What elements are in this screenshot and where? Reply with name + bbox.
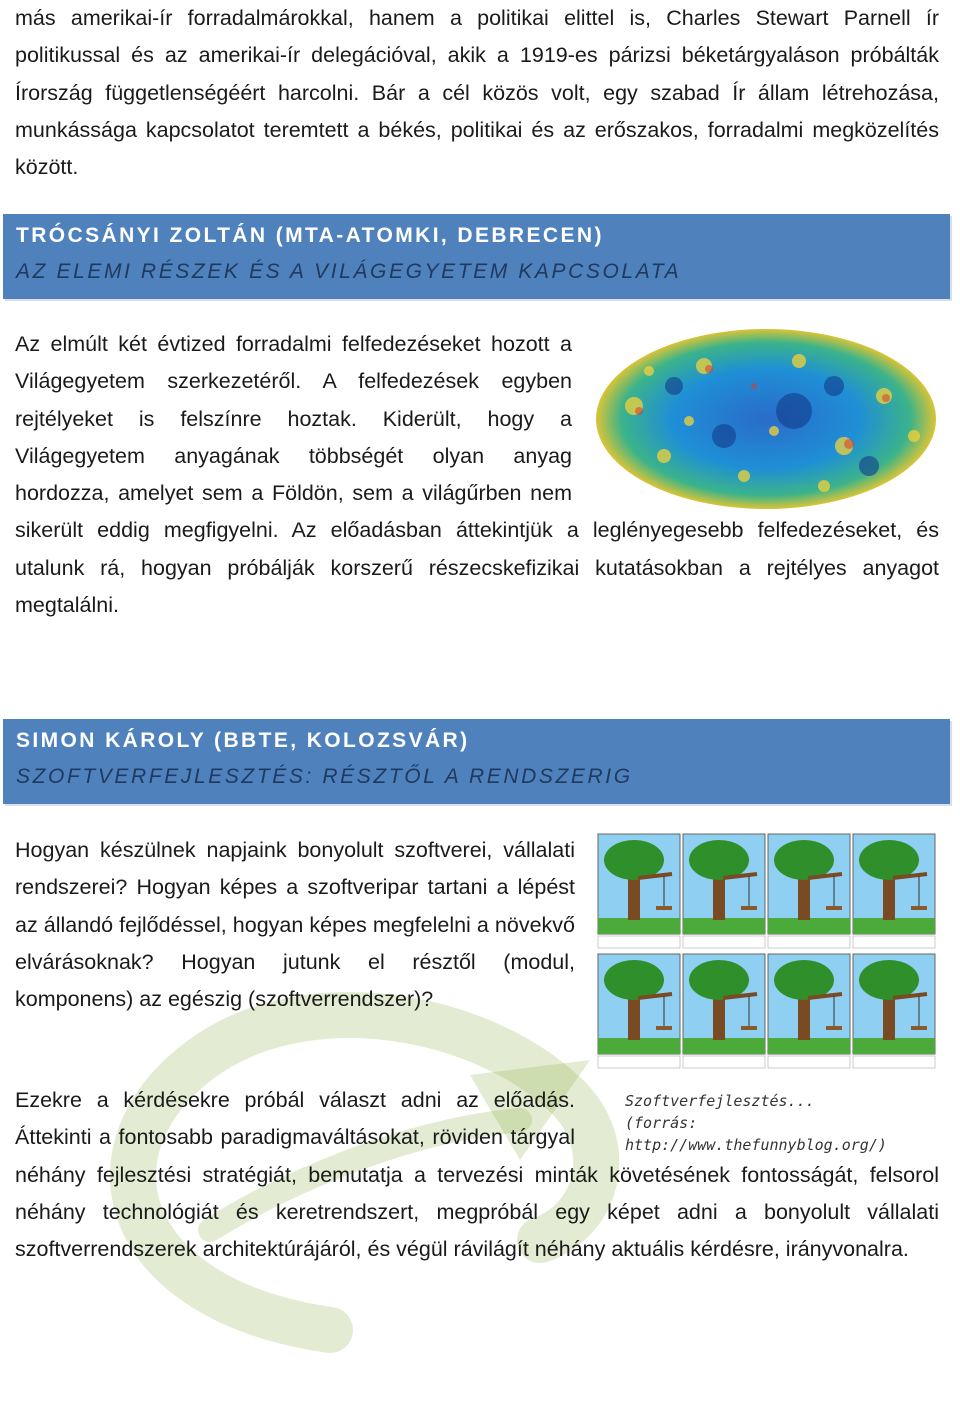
section-banner <box>3 719 950 804</box>
tree-swing-comic-image <box>597 832 939 1080</box>
cmb-sky-map-image <box>594 326 939 512</box>
section-paragraph: Az elmúlt két évtized forradalmi felfedezéseket hozott a Világegyetem szerkezetéről. A felfedezések egyben rejtélyeket is felszínre hoztak. Kiderült, hogy a Világegyetem anyagának többségét olyan anyag hordozza, amelyet sem a Földön, sem a világűrben nem sikerült eddig megfigyelni. Az előadásban áttekintjük a leglényegesebb felfedezéseket, és utalunk rá, hogyan próbálják korszerű részecskefizikai kutatásokban a rejtélyes anyagot megtalálni. <box>15 332 939 618</box>
section-paragraph: Ezekre a kérdésekre próbál választ adni az előadás. Áttekinti a fontosabb paradigmaváltásokat, röviden tárgyal néhány fejlesztési stratégiát, bemutatja a tervezési minták követésének fontosságát, felsorol néhány technológiát és keretrendszert, megpróbál egy képet adni a bonyolult vállalati szoftverrendszerek architektúrájáról, és végül rávilágít néhány aktuális kérdésre, irányvonalra. <box>15 1088 939 1262</box>
talk-title: SZOFTVERFEJLESZTÉS: RÉSZTŐL A RENDSZERIG <box>16 765 633 788</box>
section-body <box>15 326 939 624</box>
comic-panel <box>768 954 850 1068</box>
talk-title: AZ ELEMI RÉSZEK ÉS A VILÁGEGYETEM KAPCSOLATA <box>16 260 682 283</box>
comic-panel <box>598 954 680 1068</box>
comic-panel <box>683 834 765 948</box>
comic-panel <box>768 834 850 948</box>
section-banner <box>3 214 950 299</box>
comic-panel <box>683 954 765 1068</box>
section-body <box>15 832 939 1080</box>
caption-title: Szoftverfejlesztés... <box>625 1092 815 1110</box>
comic-panel <box>598 834 680 948</box>
intro-paragraph: más amerikai-ír forradalmárokkal, hanem a politikai elittel is, Charles Stewart Parnell ír politikussal és az amerikai-ír delegációval, akik a 1919-es párizsi béketárgyaláson próbálták Írország függetlenségéért harcolni. Bár a cél közös volt, egy szabad Ír állam létrehozása, munkássága kapcsolatot teremtett a békés, politikai és az erőszakos, forradalmi megközelítés között. <box>15 6 939 180</box>
comic-panel <box>853 834 935 948</box>
image-caption <box>625 1090 945 1156</box>
section-paragraph: Hogyan készülnek napjaink bonyolult szoftverei, vállalati rendszerei? Hogyan képes a szoftveripar tartani a lépést az állandó fejlődéssel, hogyan képes megfelelni a növekvő elvárásoknak? Hogyan jutunk el résztől (modul, komponens) az egészig (szoftverrendszer)? <box>15 838 575 1012</box>
comic-panel <box>853 954 935 1068</box>
speaker-name: SIMON KÁROLY (BBTE, KOLOZSVÁR) <box>16 729 470 752</box>
caption-source: (forrás: http://www.thefunnyblog.org/) <box>625 1114 887 1154</box>
comic-grid <box>597 832 939 1080</box>
speaker-name: TRÓCSÁNYI ZOLTÁN (MTA-ATOMKI, DEBRECEN) <box>16 224 604 247</box>
